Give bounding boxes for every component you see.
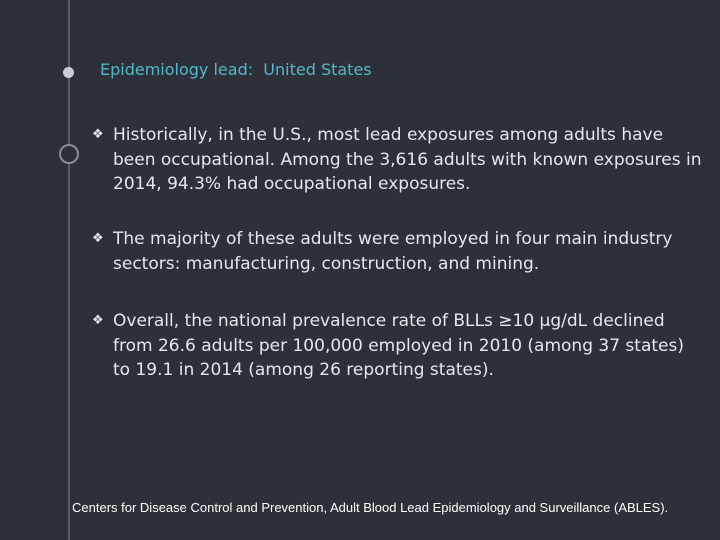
diamond-bullet-icon: ❖ bbox=[92, 231, 104, 246]
timeline-ring-icon bbox=[59, 144, 79, 164]
diamond-bullet-icon: ❖ bbox=[92, 127, 104, 142]
bullet-item bbox=[92, 227, 704, 276]
timeline-line bbox=[68, 0, 70, 540]
bullet-text: Historically, in the U.S., most lead exposures among adults have been occupational. Among the 3,616 adults with known exposures in 2014, 94.3% had occupational exposures. bbox=[113, 125, 702, 194]
slide-title: Epidemiology lead: United States bbox=[100, 60, 372, 79]
bullet-text: Overall, the national prevalence rate of BLLs ≥10 µg/dL declined from 26.6 adults per 100,000 employed in 2010 (among 37 states) to 19.1 in 2014 (among 26 reporting states). bbox=[113, 311, 684, 380]
bullet-item bbox=[92, 123, 704, 197]
bullet-item bbox=[92, 309, 704, 383]
diamond-bullet-icon: ❖ bbox=[92, 313, 104, 328]
timeline-dot-icon bbox=[63, 67, 74, 78]
source-citation: Centers for Disease Control and Prevention, Adult Blood Lead Epidemiology and Surveillance (ABLES). bbox=[72, 500, 669, 515]
bullet-text: The majority of these adults were employed in four main industry sectors: manufacturing, construction, and mining. bbox=[113, 229, 673, 274]
